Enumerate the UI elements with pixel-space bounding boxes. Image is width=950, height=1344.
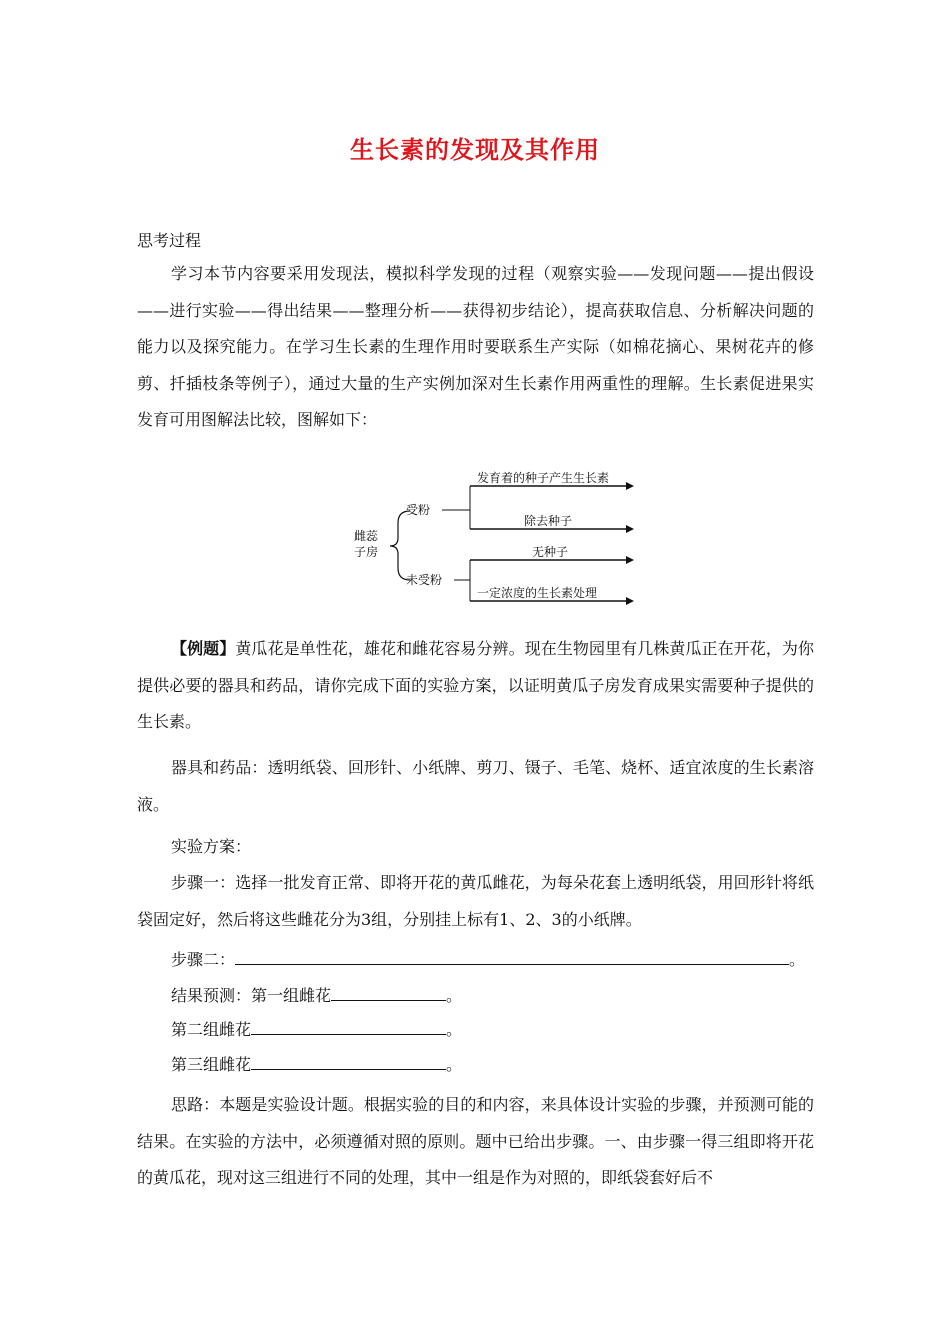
group-two-blank [251, 1016, 446, 1035]
group-three-period: 。 [446, 1055, 463, 1074]
leaf-label-developing-seed: 发育着的种子产生生长素 [477, 471, 610, 485]
step-one-paragraph: 步骤一：选择一批发育正常、即将开花的黄瓜雌花，为每朵花套上透明纸袋，用回形针将纸袋固定好，然后将这些雌花分为3组，分别挂上标有1、2、3的小纸牌。 [137, 873, 814, 929]
arrow-head-3 [626, 556, 634, 564]
group-one-period: 。 [446, 986, 463, 1005]
thinking-paragraph: 思路：本题是实验设计题。根据实验的目的和内容，来具体设计实验的步骤，并预测可能的结果。在实验的方法中，必须遵循对照的原则。题中已给出步骤。一、由步骤一得三组即将开花的黄瓜花，现对这三组进行不同的处理，其中一组是作为对照的，即纸袋套好后不 [137, 1095, 814, 1187]
step-two-label: 步骤二： [171, 950, 236, 969]
step-two-line [171, 946, 805, 972]
branch-label-pollinated: 受粉 [406, 503, 431, 517]
group-three-label: 第三组雌花 [171, 1055, 252, 1074]
tools-paragraph: 器具和药品：透明纸袋、回形针、小纸牌、剪刀、镊子、毛笔、烧杯、适宜浓度的生长素溶液。 [137, 758, 814, 814]
branch-label-unpollinated: 未受粉 [406, 573, 443, 587]
example-text: 黄瓜花是单性花，雄花和雌花容易分辨。现在生物园里有几株黄瓜正在开花，为你提供必要的器具和药品，请你完成下面的实验方案，以证明黄瓜子房发育成果实需要种子提供的生长素。 [137, 639, 814, 731]
step-two-period: 。 [789, 950, 806, 969]
root-label-ovary: 子房 [354, 545, 379, 559]
group-two-period: 。 [446, 1020, 463, 1039]
section-heading: 思考过程 [137, 231, 202, 250]
leaf-label-auxin-treatment: 一定浓度的生长素处理 [477, 586, 598, 600]
arrow-head-1 [626, 482, 634, 490]
arrow-head-4 [626, 597, 634, 605]
step-two-blank [235, 946, 789, 965]
result-prediction-line [171, 982, 462, 1008]
group-three-blank [251, 1051, 446, 1070]
page-title: 生长素的发现及其作用 [350, 136, 600, 164]
result-label: 结果预测：第一组雌花 [171, 986, 332, 1005]
root-label-pistil: 雌蕊 [354, 529, 379, 543]
group-three-line [171, 1051, 462, 1077]
leaf-label-no-seed: 无种子 [532, 545, 569, 559]
group-two-line [171, 1016, 462, 1042]
group-two-label: 第二组雌花 [171, 1020, 252, 1039]
plan-label: 实验方案： [171, 837, 252, 856]
main-brace [390, 511, 410, 580]
group-one-blank [331, 982, 446, 1001]
fruit-development-diagram [350, 468, 640, 608]
example-paragraph [137, 631, 814, 741]
intro-paragraph: 学习本节内容要采用发现法，模拟科学发现的过程（观察实验——发现问题——提出假设——进行实验——得出结果——整理分析——获得初步结论），提高获取信息、分析解决问题的能力以及探究能力。在学习生长素的生理作用时要联系生产实际（如棉花摘心、果树花卉的修剪、扦插枝条等例子），通过大量的生产实例加深对生长素作用两重性的理解。生长素促进果实发育可用图解法比较，图解如下： [137, 264, 814, 429]
example-tag: 【例题】 [171, 639, 236, 658]
leaf-label-remove-seed: 除去种子 [524, 514, 573, 528]
arrow-head-2 [626, 525, 634, 533]
